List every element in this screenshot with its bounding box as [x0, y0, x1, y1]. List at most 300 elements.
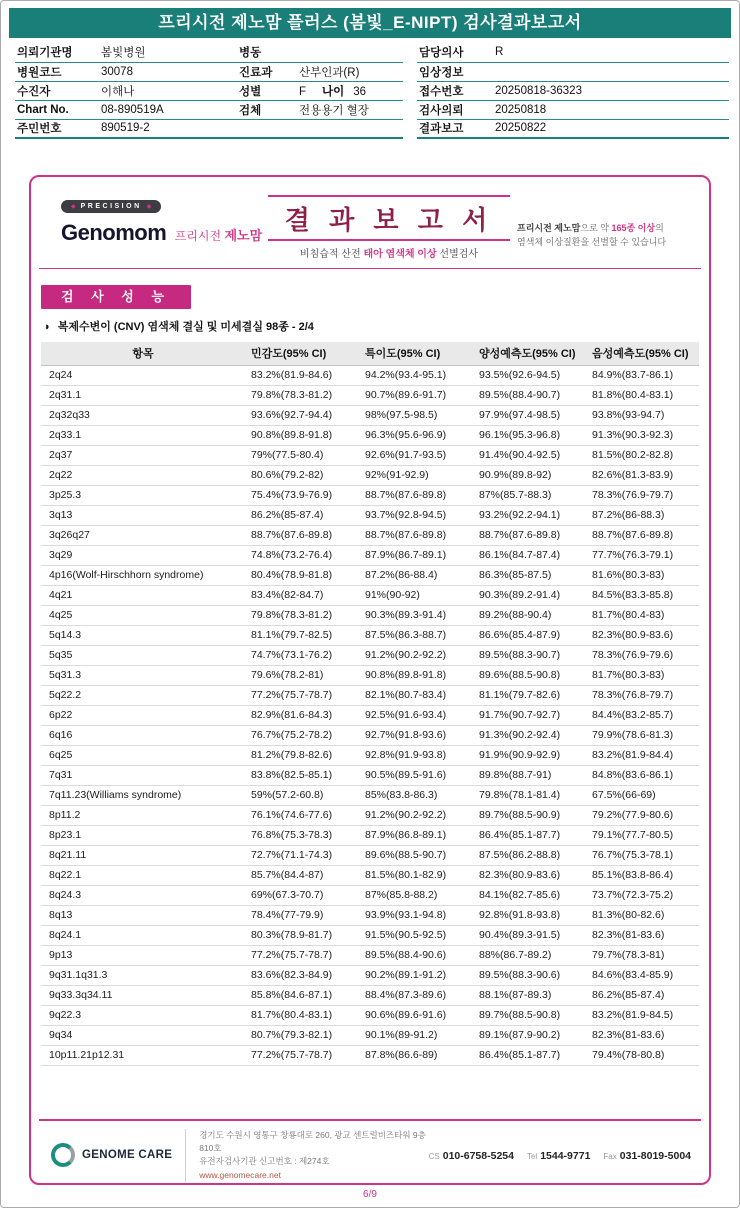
perf-value-cell: 90.8%(89.8-91.8)	[359, 665, 473, 685]
perf-value-cell: 93.9%(93.1-94.8)	[359, 905, 473, 925]
perf-item-cell: 8q24.1	[41, 925, 245, 945]
result-report-box	[29, 175, 711, 1185]
perf-value-cell: 81.1%(79.7-82.6)	[473, 685, 586, 705]
perf-value-cell: 76.8%(75.3-78.3)	[245, 825, 359, 845]
diamond-icon: ◆	[71, 204, 76, 210]
perf-value-cell: 88%(86.7-89.2)	[473, 945, 586, 965]
perf-value-cell: 59%(57.2-60.8)	[245, 785, 359, 805]
perf-value-cell: 90.7%(89.6-91.7)	[359, 385, 473, 405]
page-number: 6/9	[363, 1189, 377, 1200]
perf-value-cell: 75.4%(73.9-76.9)	[245, 485, 359, 505]
perf-value-cell: 92.7%(91.8-93.6)	[359, 725, 473, 745]
perf-value-cell: 89.5%(88.4-90.6)	[359, 945, 473, 965]
table-row	[41, 585, 699, 605]
table-row	[41, 485, 699, 505]
perf-value-cell: 91.2%(90.2-92.2)	[359, 805, 473, 825]
perf-value-cell: 83.2%(81.9-84.5)	[586, 1005, 699, 1025]
perf-value-cell: 87.2%(86-88.4)	[359, 565, 473, 585]
perf-value-cell: 96.1%(95.3-96.8)	[473, 425, 586, 445]
precision-badge-label: PRECISION	[80, 203, 142, 210]
patient-info-right-table	[417, 43, 729, 139]
contact-value: 1544-9771	[540, 1150, 591, 1163]
table-row	[41, 365, 699, 385]
perf-value-cell: 81.7%(80.4-83.1)	[245, 1005, 359, 1025]
info-label: 접수번호	[417, 81, 493, 100]
info-label: 병원코드	[15, 62, 99, 81]
perf-value-cell: 88.7%(87.6-89.8)	[359, 485, 473, 505]
perf-column-header: 항목	[41, 342, 245, 365]
perf-value-cell: 80.6%(79.2-82)	[245, 465, 359, 485]
tagline-text: 으로 약	[580, 223, 612, 233]
table-row	[41, 805, 699, 825]
perf-value-cell: 79.2%(77.9-80.6)	[586, 805, 699, 825]
patient-info-row	[15, 100, 403, 119]
company-address	[185, 1129, 428, 1182]
patient-info-row	[15, 81, 403, 100]
perf-value-cell: 93.6%(92.7-94.4)	[245, 405, 359, 425]
perf-item-cell: 8p11.2	[41, 805, 245, 825]
patient-info-row	[417, 43, 729, 62]
perf-value-cell: 84.5%(83.3-85.8)	[586, 585, 699, 605]
table-row	[41, 725, 699, 745]
perf-value-cell: 88.7%(87.6-89.8)	[245, 525, 359, 545]
perf-item-cell: 7q31	[41, 765, 245, 785]
subsection-text: 복제수변이 (CNV) 염색체 결실 및 미세결실 98종 - 2/4	[57, 321, 314, 333]
patient-info-row	[417, 100, 729, 119]
perf-item-cell: 8q22.1	[41, 865, 245, 885]
report-title: 프리시전 제노맘 플러스 (봄빛_E-NIPT) 검사결과보고서	[158, 13, 582, 32]
perf-value-cell: 79.7%(78.3-81)	[586, 945, 699, 965]
info-label: Chart No.	[15, 100, 99, 119]
perf-value-cell: 81.7%(80.3-83)	[586, 665, 699, 685]
perf-value-cell: 91.5%(90.5-92.5)	[359, 925, 473, 945]
table-row	[41, 925, 699, 945]
table-row	[41, 685, 699, 705]
perf-item-cell: 6q25	[41, 745, 245, 765]
info-label: 의뢰기관명	[15, 43, 99, 62]
perf-value-cell: 84.4%(83.2-85.7)	[586, 705, 699, 725]
perf-value-cell: 85.1%(83.8-86.4)	[586, 865, 699, 885]
perf-value-cell: 91.9%(90.9-92.9)	[473, 745, 586, 765]
perf-value-cell: 89.5%(88.3-90.7)	[473, 645, 586, 665]
perf-value-cell: 78.3%(76.8-79.7)	[586, 685, 699, 705]
perf-value-cell: 74.8%(73.2-76.4)	[245, 545, 359, 565]
perf-value-cell: 93.7%(92.8-94.5)	[359, 505, 473, 525]
patient-info-row	[417, 119, 729, 138]
perf-item-cell: 10p11.21p12.31	[41, 1045, 245, 1065]
perf-item-cell: 9q34	[41, 1025, 245, 1045]
patient-info-row	[15, 43, 403, 62]
perf-value-cell: 79.9%(78.6-81.3)	[586, 725, 699, 745]
perf-value-cell: 92.8%(91.9-93.8)	[359, 745, 473, 765]
perf-value-cell: 86.3%(85-87.5)	[473, 565, 586, 585]
perf-value-cell: 93.8%(93-94.7)	[586, 405, 699, 425]
info-value: 20250822	[493, 119, 729, 138]
table-row	[41, 865, 699, 885]
perf-value-cell: 91%(90-92)	[359, 585, 473, 605]
perf-value-cell: 83.8%(82.5-85.1)	[245, 765, 359, 785]
perf-value-cell: 83.2%(81.9-84.4)	[586, 745, 699, 765]
perf-item-cell: 8p23.1	[41, 825, 245, 845]
perf-value-cell: 90.6%(89.6-91.6)	[359, 1005, 473, 1025]
contact-info	[429, 1146, 695, 1164]
perf-item-cell: 5q22.2	[41, 685, 245, 705]
info-label: 결과보고	[417, 119, 493, 138]
diamond-icon: ◆	[146, 204, 152, 210]
tagline-text: 염색체 이상질환을 선별할 수 있습니다	[517, 237, 667, 248]
perf-value-cell: 87.5%(86.3-88.7)	[359, 625, 473, 645]
perf-value-cell: 79.4%(78-80.8)	[586, 1045, 699, 1065]
perf-item-cell: 9q33.3q34.11	[41, 985, 245, 1005]
contact-item	[429, 1146, 514, 1164]
perf-value-cell: 90.3%(89.3-91.4)	[359, 605, 473, 625]
table-row	[41, 525, 699, 545]
perf-value-cell: 78.3%(76.9-79.7)	[586, 485, 699, 505]
report-main-title: 결 과 보 고 서	[284, 205, 494, 235]
perf-value-cell: 83.2%(81.9-84.6)	[245, 365, 359, 385]
info-value: 봄빛병원	[99, 43, 237, 62]
perf-value-cell: 79.6%(78.2-81)	[245, 665, 359, 685]
perf-value-cell: 91.4%(90.4-92.5)	[473, 445, 586, 465]
perf-value-cell: 89.6%(88.5-90.8)	[473, 665, 586, 685]
perf-value-cell: 93.2%(92.2-94.1)	[473, 505, 586, 525]
info-label: 나이	[322, 85, 345, 98]
info-value: 20250818-36323	[493, 81, 729, 100]
perf-value-cell: 87.5%(86.2-88.8)	[473, 845, 586, 865]
info-value: 30078	[99, 62, 237, 81]
info-value: 이해나	[99, 81, 237, 100]
table-row	[41, 605, 699, 625]
perf-value-cell: 96.3%(95.6-96.9)	[359, 425, 473, 445]
perf-item-cell: 2q37	[41, 445, 245, 465]
perf-item-cell: 2q32q33	[41, 405, 245, 425]
info-label: 병동	[237, 43, 297, 62]
perf-value-cell: 80.7%(79.3-82.1)	[245, 1025, 359, 1045]
table-row	[41, 785, 699, 805]
perf-value-cell: 90.1%(89-91.2)	[359, 1025, 473, 1045]
genomecare-logo	[51, 1143, 172, 1167]
table-row	[41, 845, 699, 865]
contact-label: CS	[428, 1152, 440, 1162]
info-value: 890519-2	[99, 119, 237, 138]
perf-value-cell: 77.2%(75.7-78.7)	[245, 945, 359, 965]
perf-item-cell: 3q26q27	[41, 525, 245, 545]
genomecare-logo-text: GENOME CARE	[82, 1149, 173, 1162]
perf-value-cell: 91.7%(90.7-92.7)	[473, 705, 586, 725]
perf-value-cell: 86.4%(85.1-87.7)	[473, 825, 586, 845]
table-row	[41, 665, 699, 685]
perf-value-cell: 91.2%(90.2-92.2)	[359, 645, 473, 665]
perf-value-cell: 92.8%(91.8-93.8)	[473, 905, 586, 925]
perf-item-cell: 2q31.1	[41, 385, 245, 405]
perf-value-cell: 86.2%(85-87.4)	[586, 985, 699, 1005]
perf-item-cell: 2q22	[41, 465, 245, 485]
genomom-brand-block	[61, 195, 261, 260]
table-row	[41, 445, 699, 465]
perf-item-cell: 3p25.3	[41, 485, 245, 505]
perf-value-cell: 89.1%(87.9-90.2)	[473, 1025, 586, 1045]
table-row	[41, 825, 699, 845]
perf-value-cell: 90.3%(89.2-91.4)	[473, 585, 586, 605]
perf-value-cell: 77.2%(75.7-78.7)	[245, 1045, 359, 1065]
table-row	[41, 645, 699, 665]
perf-value-cell: 86.1%(84.7-87.4)	[473, 545, 586, 565]
info-value: 36	[353, 85, 367, 98]
info-label: 담당의사	[417, 43, 493, 62]
perf-value-cell: 87.9%(86.7-89.1)	[359, 545, 473, 565]
subtitle-emphasis: 태아 염색체 이상	[363, 249, 437, 260]
perf-column-header: 특이도(95% CI)	[359, 342, 473, 365]
perf-value-cell: 76.1%(74.6-77.6)	[245, 805, 359, 825]
perf-item-cell: 4p16(Wolf-Hirschhorn syndrome)	[41, 565, 245, 585]
contact-item	[603, 1146, 691, 1164]
report-header	[31, 177, 709, 268]
table-row	[41, 545, 699, 565]
perf-value-cell: 79%(77.5-80.4)	[245, 445, 359, 465]
perf-value-cell: 79.8%(78.1-81.4)	[473, 785, 586, 805]
perf-item-cell: 8q21.11	[41, 845, 245, 865]
perf-value-cell: 89.2%(88-90.4)	[473, 605, 586, 625]
perf-value-cell: 91.3%(90.2-92.4)	[473, 725, 586, 745]
subsection-title	[43, 318, 709, 334]
perf-value-cell: 77.7%(76.3-79.1)	[586, 545, 699, 565]
perf-value-cell: 77.2%(75.7-78.7)	[245, 685, 359, 705]
perf-item-cell: 4q25	[41, 605, 245, 625]
info-value: 전용용기 혈장	[297, 100, 403, 119]
perf-value-cell: 84.6%(83.4-85.9)	[586, 965, 699, 985]
perf-value-cell: 90.4%(89.3-91.5)	[473, 925, 586, 945]
perf-value-cell: 80.4%(78.9-81.8)	[245, 565, 359, 585]
subtitle-post: 선별검사	[436, 249, 479, 260]
perf-value-cell: 78.3%(76.9-79.6)	[586, 645, 699, 665]
info-value: 08-890519A	[99, 100, 237, 119]
table-row	[41, 705, 699, 725]
info-label: 검사의뢰	[417, 100, 493, 119]
perf-item-cell: 8q13	[41, 905, 245, 925]
perf-value-cell: 81.8%(80.4-83.1)	[586, 385, 699, 405]
contact-item	[527, 1146, 590, 1164]
report-footer	[35, 1119, 705, 1183]
half-circle-icon: ◑	[43, 321, 50, 333]
perf-item-cell: 4q21	[41, 585, 245, 605]
perf-value-cell: 80.3%(78.9-81.7)	[245, 925, 359, 945]
perf-value-cell: 76.7%(75.2-78.2)	[245, 725, 359, 745]
perf-value-cell: 86.2%(85-87.4)	[245, 505, 359, 525]
perf-value-cell: 85.8%(84.6-87.1)	[245, 985, 359, 1005]
info-label: 임상정보	[417, 62, 493, 81]
patient-info-section	[15, 43, 727, 139]
perf-value-cell: 90.5%(89.5-91.6)	[359, 765, 473, 785]
perf-value-cell: 79.8%(78.3-81.2)	[245, 605, 359, 625]
perf-item-cell: 2q24	[41, 365, 245, 385]
precision-badge	[61, 200, 161, 213]
perf-item-cell: 7q11.23(Williams syndrome)	[41, 785, 245, 805]
info-value	[297, 43, 403, 62]
perf-value-cell: 82.1%(80.7-83.4)	[359, 685, 473, 705]
perf-item-cell: 8q24.3	[41, 885, 245, 905]
perf-item-cell: 2q33.1	[41, 425, 245, 445]
perf-value-cell: 84.1%(82.7-85.6)	[473, 885, 586, 905]
info-value	[493, 62, 729, 81]
footer-content	[35, 1121, 705, 1182]
table-row	[41, 505, 699, 525]
tagline-text: 의	[655, 223, 664, 233]
perf-value-cell: 97.9%(97.4-98.5)	[473, 405, 586, 425]
brand-name-kr-bold: 제노맘	[224, 228, 263, 243]
section-title-test-performance: 검 사 성 능	[41, 285, 191, 309]
table-row	[41, 385, 699, 405]
tagline-count: 165종 이상	[611, 223, 656, 233]
perf-value-cell: 79.8%(78.3-81.2)	[245, 385, 359, 405]
perf-value-cell: 78.4%(77-79.9)	[245, 905, 359, 925]
perf-value-cell: 88.7%(87.6-89.8)	[359, 525, 473, 545]
brand-name-kr-light: 프리시전	[174, 229, 222, 243]
perf-column-header: 음성예측도(95% CI)	[586, 342, 699, 365]
info-value: F	[299, 85, 307, 98]
perf-column-header: 민감도(95% CI)	[245, 342, 359, 365]
table-row	[41, 565, 699, 585]
info-label	[237, 119, 297, 138]
genomecare-logo-icon	[51, 1143, 75, 1167]
perf-value-cell: 73.7%(72.3-75.2)	[586, 885, 699, 905]
info-label: 수진자	[15, 81, 99, 100]
perf-value-cell: 85%(83.8-86.3)	[359, 785, 473, 805]
perf-item-cell: 6q16	[41, 725, 245, 745]
perf-value-cell: 85.7%(84.4-87)	[245, 865, 359, 885]
perf-column-header: 양성예측도(95% CI)	[473, 342, 586, 365]
table-row	[41, 405, 699, 425]
perf-value-cell: 87.9%(86.8-89.1)	[359, 825, 473, 845]
perf-value-cell: 98%(97.5-98.5)	[359, 405, 473, 425]
table-row	[41, 1045, 699, 1065]
perf-value-cell: 87%(85.7-88.3)	[473, 485, 586, 505]
info-label: 진료과	[237, 62, 297, 81]
perf-value-cell: 67.5%(66-69)	[586, 785, 699, 805]
perf-value-cell: 81.6%(80.3-83)	[586, 565, 699, 585]
brand-name-kr	[175, 229, 262, 243]
perf-value-cell: 90.2%(89.1-91.2)	[359, 965, 473, 985]
perf-value-cell: 82.9%(81.6-84.3)	[245, 705, 359, 725]
patient-info-row	[15, 119, 403, 138]
perf-value-cell: 90.8%(89.8-91.8)	[245, 425, 359, 445]
contact-value: 010-6758-5254	[442, 1150, 514, 1163]
table-row	[41, 905, 699, 925]
perf-value-cell: 69%(67.3-70.7)	[245, 885, 359, 905]
perf-value-cell: 81.5%(80.1-82.9)	[359, 865, 473, 885]
patient-info-row	[417, 81, 729, 100]
perf-value-cell: 81.5%(80.2-82.8)	[586, 445, 699, 465]
subtitle-pre: 비침습적 산전	[299, 249, 364, 260]
perf-value-cell: 81.1%(79.7-82.5)	[245, 625, 359, 645]
table-row	[41, 425, 699, 445]
perf-item-cell: 5q14.3	[41, 625, 245, 645]
perf-value-cell: 91.3%(90.3-92.3)	[586, 425, 699, 445]
perf-value-cell: 87.8%(86.6-89)	[359, 1045, 473, 1065]
perf-value-cell: 76.7%(75.3-78.1)	[586, 845, 699, 865]
tagline-brand: 프리시전 제노맘	[517, 223, 581, 233]
perf-value-cell: 94.2%(93.4-95.1)	[359, 365, 473, 385]
table-row	[41, 985, 699, 1005]
company-website: www.genomecare.net	[199, 1169, 281, 1180]
perf-value-cell: 89.8%(88.7-91)	[473, 765, 586, 785]
perf-value-cell: 74.7%(73.1-76.2)	[245, 645, 359, 665]
table-row	[41, 965, 699, 985]
perf-item-cell: 3q29	[41, 545, 245, 565]
table-row	[41, 765, 699, 785]
info-label: 성별	[237, 81, 297, 100]
perf-value-cell: 82.3%(81-83.6)	[586, 1025, 699, 1045]
perf-value-cell: 92.6%(91.7-93.5)	[359, 445, 473, 465]
perf-value-cell: 81.3%(80-82.6)	[586, 905, 699, 925]
info-value	[297, 81, 403, 100]
patient-info-row	[417, 62, 729, 81]
perf-value-cell: 88.1%(87-89.3)	[473, 985, 586, 1005]
report-subtitle	[268, 241, 510, 260]
performance-table	[41, 342, 699, 1066]
perf-value-cell: 93.5%(92.6-94.5)	[473, 365, 586, 385]
info-value: 20250818	[493, 100, 729, 119]
perf-value-cell: 87.2%(86-88.3)	[586, 505, 699, 525]
contact-value: 031-8019-5004	[619, 1150, 691, 1163]
perf-value-cell: 86.4%(85.1-87.7)	[473, 1045, 586, 1065]
brand-name	[61, 220, 261, 246]
perf-value-cell: 90.9%(89.8-92)	[473, 465, 586, 485]
report-title-bar	[9, 8, 731, 38]
perf-value-cell: 83.6%(82.3-84.9)	[245, 965, 359, 985]
contact-label: Tel	[526, 1152, 538, 1162]
perf-value-cell: 83.4%(82-84.7)	[245, 585, 359, 605]
performance-table-header-row	[41, 342, 699, 365]
address-line-2: 유전자검사기관 신고번호 : 제274호	[199, 1156, 330, 1167]
patient-info-left-table	[15, 43, 403, 139]
perf-item-cell: 9q31.1q31.3	[41, 965, 245, 985]
perf-value-cell: 84.8%(83.6-86.1)	[586, 765, 699, 785]
table-row	[41, 1005, 699, 1025]
perf-value-cell: 82.6%(81.3-83.9)	[586, 465, 699, 485]
perf-value-cell: 86.6%(85.4-87.9)	[473, 625, 586, 645]
table-row	[41, 1025, 699, 1045]
header-divider	[39, 268, 701, 269]
perf-value-cell: 89.5%(88.3-90.6)	[473, 965, 586, 985]
perf-value-cell: 88.7%(87.6-89.8)	[473, 525, 586, 545]
perf-value-cell: 89.6%(88.5-90.7)	[359, 845, 473, 865]
perf-value-cell: 72.7%(71.1-74.3)	[245, 845, 359, 865]
perf-value-cell: 88.4%(87.3-89.6)	[359, 985, 473, 1005]
perf-item-cell: 5q35	[41, 645, 245, 665]
perf-value-cell: 89.7%(88.5-90.9)	[473, 805, 586, 825]
info-label: 주민번호	[15, 119, 99, 138]
table-row	[41, 945, 699, 965]
perf-item-cell: 6p22	[41, 705, 245, 725]
info-value: R	[493, 43, 729, 62]
perf-value-cell: 92.5%(91.6-93.4)	[359, 705, 473, 725]
table-row	[41, 745, 699, 765]
perf-value-cell: 92%(91-92.9)	[359, 465, 473, 485]
contact-label: Fax	[603, 1152, 617, 1162]
patient-info-row	[15, 62, 403, 81]
brand-tagline	[517, 195, 687, 260]
perf-value-cell: 82.3%(80.9-83.6)	[586, 625, 699, 645]
perf-value-cell: 82.3%(81-83.6)	[586, 925, 699, 945]
perf-item-cell: 9p13	[41, 945, 245, 965]
address-line-1: 경기도 수원시 영통구 창룡대로 260, 광교 센트럴비즈타워 9층 810호	[199, 1130, 426, 1154]
info-label: 검체	[237, 100, 297, 119]
brand-name-en: Genomom	[61, 220, 167, 245]
info-value: 산부인과(R)	[297, 62, 403, 81]
table-row	[41, 625, 699, 645]
report-title-block	[268, 195, 510, 260]
perf-item-cell: 3q13	[41, 505, 245, 525]
